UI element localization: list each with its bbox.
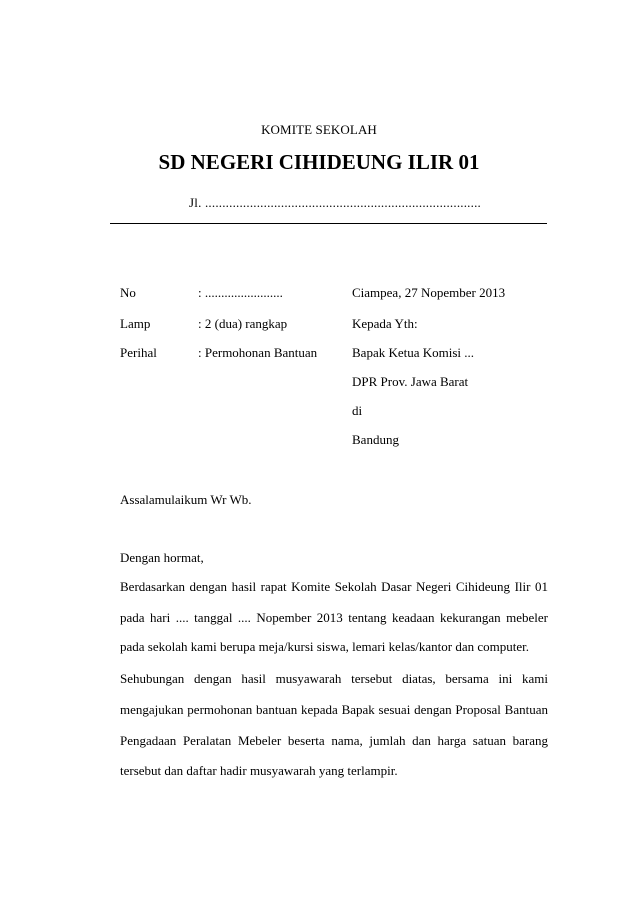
no-value: : ........................ (198, 285, 283, 300)
body-line: Berdasarkan dengan hasil rapat Komite Sekolah Dasar Negeri Cihideung Ilir 01 (120, 579, 548, 594)
body-line: pada sekolah kami berupa meja/kursi siswa, lemari kelas/kantor dan computer. (120, 639, 530, 654)
address-line: Jl. ................................................................................ (189, 195, 481, 210)
body-line: tersebut dan daftar hadir musyawarah yang terlampir. (120, 763, 398, 778)
body-line: pada hari .... tanggal .... Nopember 2013 tentang keadaan kekurangan mebeler (120, 610, 548, 625)
opening: Dengan hormat, (120, 550, 204, 565)
meta-row-no (120, 285, 550, 305)
recipient-line-4: Bandung (352, 432, 399, 447)
lamp-label: Lamp (120, 316, 151, 331)
recipient-line-1: Bapak Ketua Komisi ... (352, 345, 475, 360)
body-line: Pengadaan Peralatan Mebeler beserta nama, jumlah dan harga satuan barang (120, 733, 548, 748)
school-name: SD NEGERI CIHIDEUNG ILIR 01 (158, 150, 480, 174)
meta-row-lamp (120, 316, 550, 336)
perihal-label: Perihal (120, 345, 157, 360)
no-label: No (120, 285, 136, 300)
lamp-value: : 2 (dua) rangkap (198, 316, 288, 331)
body-line: mengajukan permohonan bantuan kepada Bapak sesuai dengan Proposal Bantuan (120, 702, 548, 717)
perihal-value: : Permohonan Bantuan (198, 345, 318, 360)
greeting: Assalamulaikum Wr Wb. (120, 492, 252, 507)
letterhead-divider (110, 223, 547, 224)
body-line: Sehubungan dengan hasil musyawarah tersebut diatas, bersama ini kami (120, 671, 548, 686)
recipient-line-2: DPR Prov. Jawa Barat (352, 374, 469, 389)
kepada-label: Kepada Yth: (352, 316, 418, 331)
letter-date: Ciampea, 27 Nopember 2013 (352, 285, 506, 300)
organization-name: KOMITE SEKOLAH (261, 122, 377, 137)
meta-row-perihal (120, 345, 550, 365)
recipient-line-3: di (352, 403, 363, 418)
